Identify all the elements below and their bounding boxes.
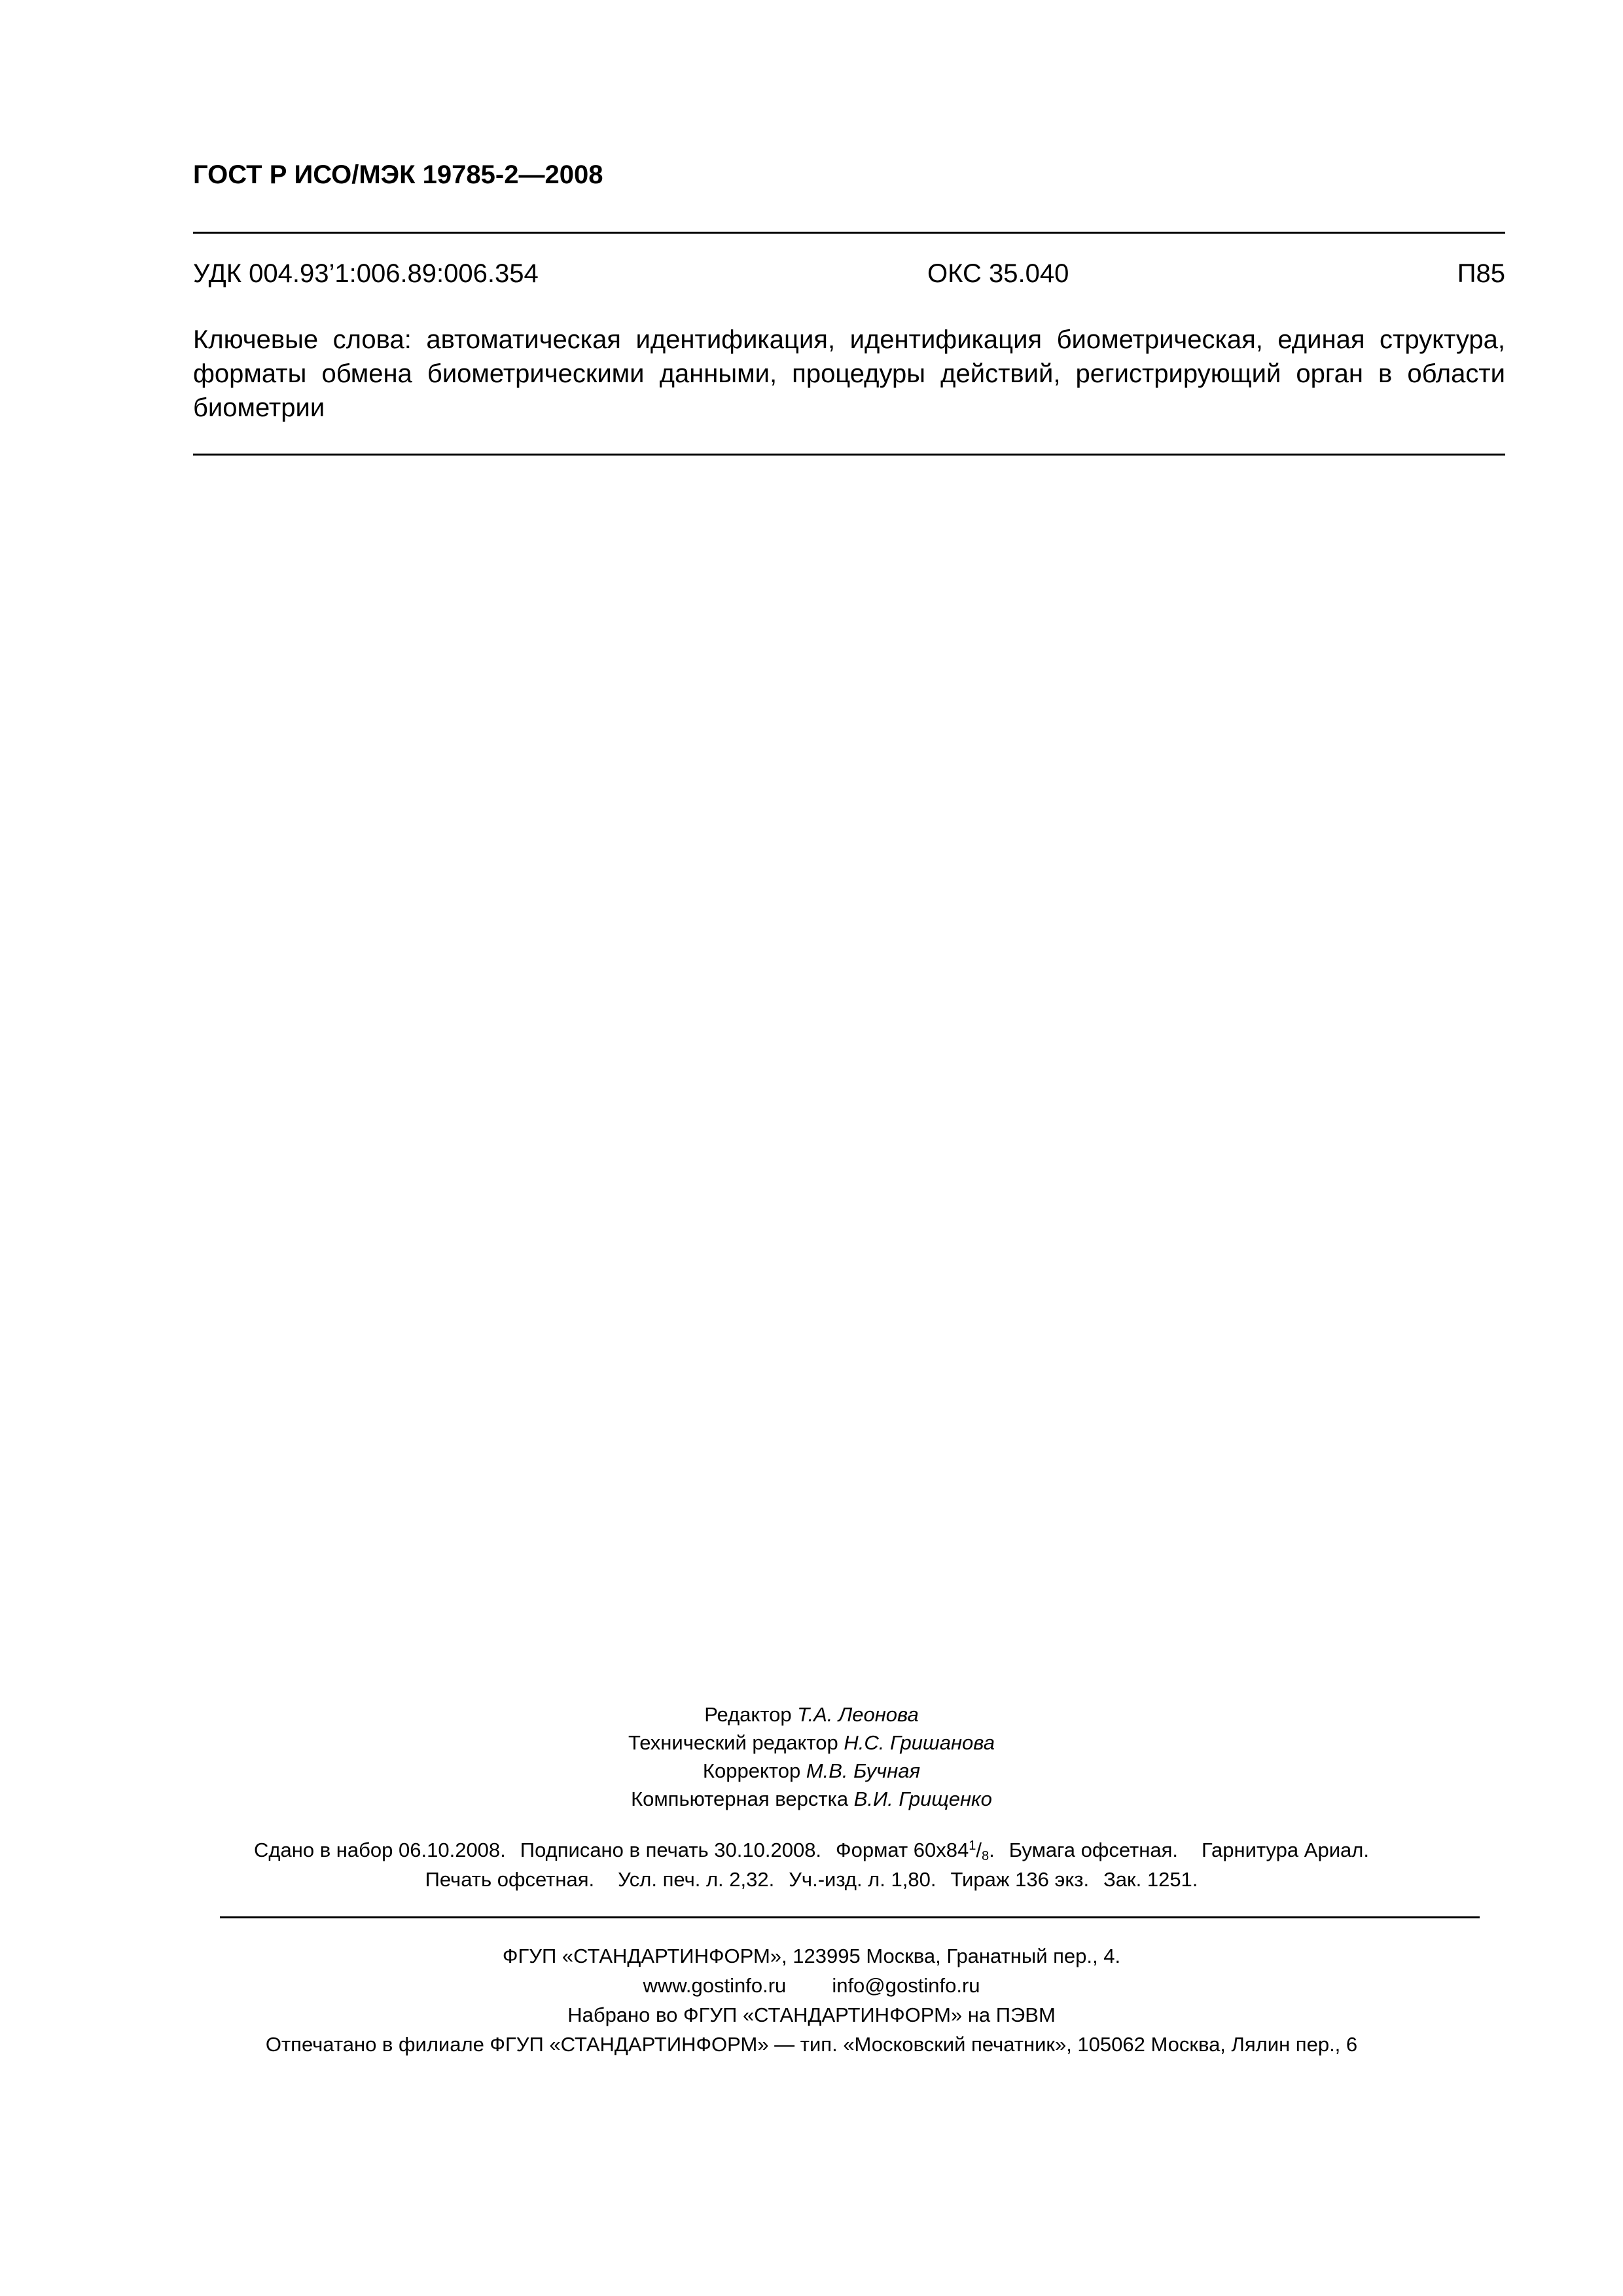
signed-date: Подписано в печать 30.10.2008. (520, 1839, 822, 1861)
credit-name: Н.С. Гришанова (844, 1731, 995, 1754)
credit-name: Т.А. Леонова (797, 1703, 919, 1726)
print-details (0, 1835, 1623, 1894)
paper-type: Бумага офсетная. (1008, 1839, 1179, 1861)
credit-editor (0, 1700, 1623, 1729)
top-divider (193, 232, 1505, 234)
publisher-contacts (0, 1971, 1623, 2000)
credit-role: Компьютерная верстка (631, 1787, 849, 1810)
print-line-2 (0, 1865, 1623, 1894)
order-number: Зак. 1251. (1103, 1868, 1198, 1891)
submitted-date: Сдано в набор 06.10.2008. (254, 1839, 506, 1861)
udk-code: УДК 004.93’1:006.89:006.354 (193, 259, 539, 288)
publisher-address: ФГУП «СТАНДАРТИНФОРМ», 123995 Москва, Гранатный пер., 4. (502, 1945, 1121, 1967)
group-code: П85 (1457, 259, 1505, 288)
email-link[interactable]: info@gostinfo.ru (832, 1974, 980, 1997)
credit-proofreader (0, 1757, 1623, 1785)
staff-credits (0, 1700, 1623, 1813)
credit-name: М.В. Бучная (806, 1759, 921, 1782)
typeface: Гарнитура Ариал. (1202, 1839, 1369, 1861)
publisher-info (0, 1941, 1623, 2059)
publishing-sheets: Уч.-изд. л. 1,80. (789, 1868, 936, 1891)
print-line-1 (0, 1835, 1623, 1865)
classification-row (193, 259, 1505, 293)
credit-role: Технический редактор (628, 1731, 838, 1754)
credit-name: В.И. Грищенко (853, 1787, 992, 1810)
credit-tech-editor (0, 1729, 1623, 1757)
credit-layout (0, 1785, 1623, 1813)
credit-role: Корректор (702, 1759, 801, 1782)
keywords-paragraph: Ключевые слова: автоматическая идентификация, идентификация биометрическая, единая структура, форматы обмена биометрическими данными, процедуры действий, регистрирующий орган в области биометрии (193, 325, 1505, 422)
website-link[interactable]: www.gostinfo.ru (643, 1974, 787, 1997)
credit-role: Редактор (704, 1703, 792, 1726)
keywords-divider (193, 454, 1505, 456)
typeset-note: Набрано во ФГУП «СТАНДАРТИНФОРМ» на ПЭВМ (567, 2003, 1056, 2026)
document-title: ГОСТ Р ИСО/МЭК 19785-2—2008 (193, 160, 603, 189)
printed-sheets: Усл. печ. л. 2,32. (618, 1868, 775, 1891)
printing-method: Печать офсетная. (425, 1868, 595, 1891)
printed-note: Отпечатано в филиале ФГУП «СТАНДАРТИНФОРМ» — тип. «Московский печатник», 105062 Москва, Лялин пер., 6 (265, 2033, 1358, 2056)
paper-format: Формат $60x84^1/_8$. (836, 1839, 995, 1863)
print-run: Тираж 136 экз. (950, 1868, 1090, 1891)
publisher-divider (220, 1916, 1480, 1918)
oks-code: ОКС 35.040 (927, 259, 1069, 288)
